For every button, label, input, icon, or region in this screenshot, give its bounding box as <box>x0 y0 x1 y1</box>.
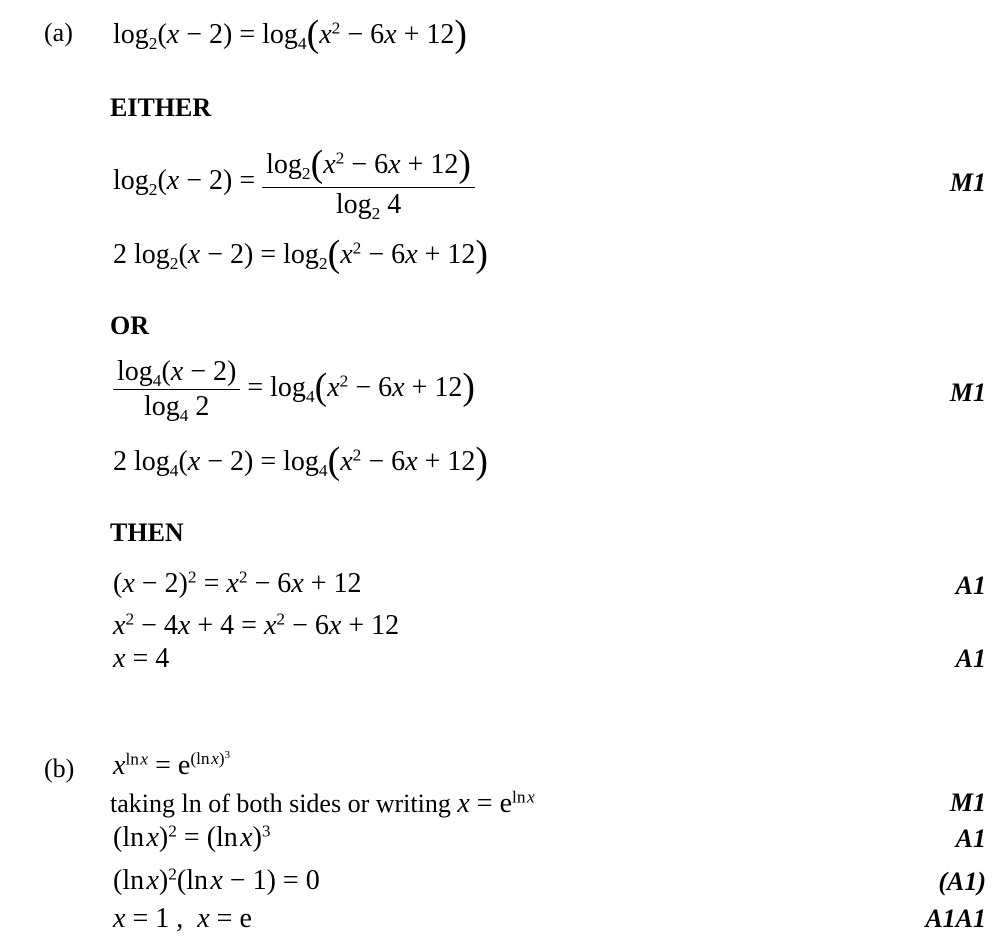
part-b-label: (b) <box>44 754 75 783</box>
step-1-text: taking ln of both sides or writing <box>110 789 451 818</box>
either-step-1: $\log_2(x - 2)$ = $\frac{\log_2(x^2 - 6x + 12)}{\log_2 4}$ <box>113 146 475 219</box>
either-mark-m1: M1 <box>949 168 986 197</box>
part-b-step-3: (ln x)$^2$(ln x − 1) = 0 <box>113 864 320 896</box>
either-step-2: 2 $\log_2(x - 2) = \log_2(x^2 - 6x + 12)$ <box>113 233 488 275</box>
part-b-mark-a1a1: A1A1 <box>925 904 986 933</box>
part-b-mark-m1: M1 <box>949 788 986 817</box>
part-b-mark-a1: A1 <box>955 824 986 853</box>
then-heading: THEN <box>110 518 184 547</box>
or-step-2: 2 $\log_4(x - 2) = \log_4(x^2 - 6x + 12)$ <box>113 440 488 482</box>
or-mark-m1: M1 <box>949 378 986 407</box>
part-b-step-4: x = 1 , x = e <box>113 903 252 934</box>
or-heading: OR <box>110 311 149 340</box>
part-a-label: (a) <box>44 18 73 47</box>
then-mark-a1: A1 <box>955 571 986 600</box>
part-b-equation: $x^{ln x} = e^{(ln x)^3}$ <box>113 749 230 781</box>
part-b-mark-a1-bracket: (A1) <box>938 867 986 896</box>
either-heading: EITHER <box>110 93 212 122</box>
then-step-3: x = 4 <box>113 643 170 674</box>
part-b-step-1: taking ln of both sides or writing $x = e^{ln x}$ <box>110 787 535 819</box>
then-step-2: $x^2 - 4x + 4 = x^2 - 6x + 12$ <box>113 609 400 641</box>
or-step-1: $\frac{\log_4(x - 2)}{\log_4 2}$ = $\log_4(x^2 - 6x + 12)$ <box>113 358 475 421</box>
part-a-equation: $\log_2(x - 2) = \log_4(x^2 - 6x + 12)$ <box>113 13 467 55</box>
part-b-step-2: (ln x)$^2$ = (ln x)$^3$ <box>113 821 271 853</box>
then-step-1: $(x - 2)^2 = x^2 - 6x + 12$ <box>113 567 362 599</box>
result-mark-a1: A1 <box>955 644 986 673</box>
